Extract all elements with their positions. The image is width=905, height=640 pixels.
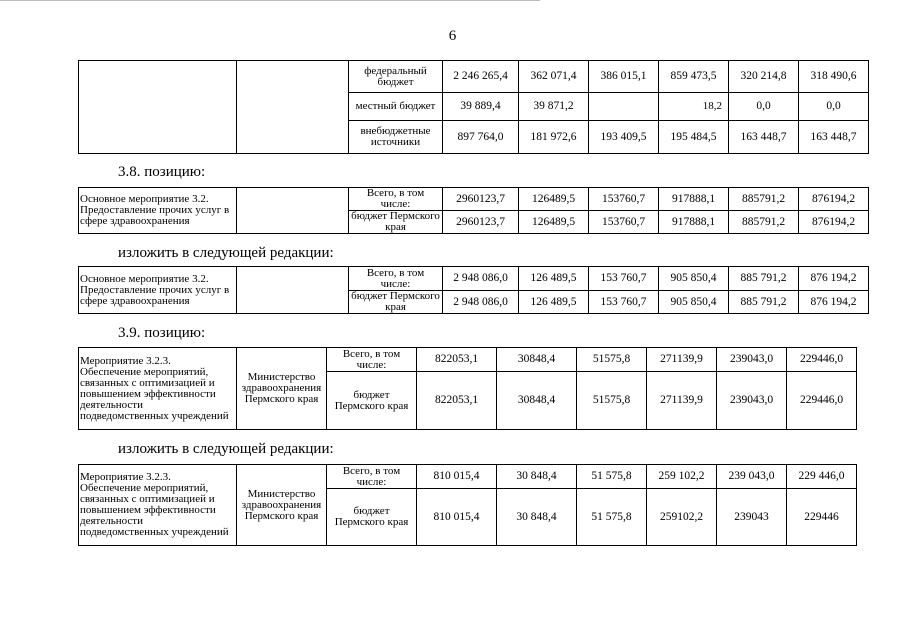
value-cell: 885 791,2: [729, 267, 799, 291]
row-label: Всего, в том числе:: [327, 465, 417, 489]
row-label: Всего, в том числе:: [327, 348, 417, 372]
table-row: [79, 465, 857, 489]
value-cell: 318 490,6: [799, 61, 869, 93]
value-cell: 193 409,5: [589, 121, 659, 154]
empty-responsible-cell: [237, 61, 349, 154]
value-cell: 51 575,8: [577, 489, 647, 546]
value-cell: 885791,2: [729, 211, 799, 234]
value-cell: 229446,0: [787, 372, 857, 430]
value-cell: 39 871,2: [519, 93, 589, 121]
value-cell: 917888,1: [659, 211, 729, 234]
value-cell: 126 489,5: [519, 267, 589, 291]
table-row: [79, 348, 857, 372]
value-cell: 153 760,7: [589, 267, 659, 291]
table-position-3-9-new: [78, 464, 857, 546]
value-cell: 30 848,4: [497, 489, 577, 546]
value-cell: 885791,2: [729, 188, 799, 211]
value-cell: 810 015,4: [417, 489, 497, 546]
value-cell: 259102,2: [647, 489, 717, 546]
value-cell: 2 948 086,0: [443, 291, 519, 314]
table-continuation: [78, 60, 869, 154]
value-cell: 2 948 086,0: [443, 267, 519, 291]
scan-edge: [0, 0, 540, 1]
row-label: бюджет Пермского края: [349, 291, 443, 314]
value-cell: 239043: [717, 489, 787, 546]
activity-name: Основное мероприятие 3.2. Предоставление прочих услуг в сфере здравоохранения: [79, 267, 237, 314]
empty-name-cell: [79, 61, 237, 154]
value-cell: 51575,8: [577, 372, 647, 430]
value-cell: 320 214,8: [729, 61, 799, 93]
value-cell: 39 889,4: [443, 93, 519, 121]
responsible-cell: Министерство здравоохранения Пермского края: [237, 348, 327, 430]
row-label: Всего, в том числе:: [349, 188, 443, 211]
value-cell: 239043,0: [717, 372, 787, 430]
value-cell: 30 848,4: [497, 465, 577, 489]
value-cell: 876 194,2: [799, 267, 869, 291]
value-cell: 126489,5: [519, 211, 589, 234]
value-cell: 153 760,7: [589, 291, 659, 314]
row-label: бюджет Пермского края: [349, 211, 443, 234]
row-label: внебюджетные источники: [349, 121, 443, 154]
value-cell: 876 194,2: [799, 291, 869, 314]
activity-name: Мероприятие 3.2.3. Обеспечение мероприятий, связанных с оптимизацией и повышением эффективности деятельности подведомственных учреждений: [79, 348, 237, 430]
value-cell: 153760,7: [589, 211, 659, 234]
section-heading: изложить в следующей редакции:: [118, 441, 334, 457]
table-row: [79, 188, 869, 211]
value-cell: 239 043,0: [717, 465, 787, 489]
value-cell: 897 764,0: [443, 121, 519, 154]
value-cell: 876194,2: [799, 211, 869, 234]
value-cell: 181 972,6: [519, 121, 589, 154]
value-cell: 0,0: [799, 93, 869, 121]
value-cell: 876194,2: [799, 188, 869, 211]
row-label: бюджет Пермского края: [327, 372, 417, 430]
table-row: [79, 267, 869, 291]
value-cell: 859 473,5: [659, 61, 729, 93]
value-cell: 30848,4: [497, 372, 577, 430]
value-cell: 822053,1: [417, 348, 497, 372]
value-cell: 2960123,7: [443, 188, 519, 211]
row-label: местный бюджет: [349, 93, 443, 121]
value-cell: 126489,5: [519, 188, 589, 211]
responsible-cell: Министерство здравоохранения Пермского края: [237, 465, 327, 546]
value-cell: 362 071,4: [519, 61, 589, 93]
section-heading: 3.8. позицию:: [118, 164, 206, 180]
value-cell: 30848,4: [497, 348, 577, 372]
responsible-cell: [237, 267, 349, 314]
value-cell: 822053,1: [417, 372, 497, 430]
activity-name: Мероприятие 3.2.3. Обеспечение мероприятий, связанных с оптимизацией и повышением эффективности деятельности подведомственных учреждений: [79, 465, 237, 546]
table-position-3-9-old: [78, 347, 857, 430]
value-cell: 195 484,5: [659, 121, 729, 154]
value-cell: 126 489,5: [519, 291, 589, 314]
value-cell: 905 850,4: [659, 267, 729, 291]
value-cell: 386 015,1: [589, 61, 659, 93]
activity-name: Основное мероприятие 3.2. Предоставление прочих услуг в сфере здравоохранения: [79, 188, 237, 234]
value-cell: 51575,8: [577, 348, 647, 372]
value-cell: 885 791,2: [729, 291, 799, 314]
row-label: бюджет Пермского края: [327, 489, 417, 546]
value-cell: 51 575,8: [577, 465, 647, 489]
value-cell: 271139,9: [647, 372, 717, 430]
table-position-3-8-new: [78, 266, 869, 314]
value-cell: 917888,1: [659, 188, 729, 211]
value-cell: 2 246 265,4: [443, 61, 519, 93]
value-cell: [589, 93, 659, 121]
value-cell: 163 448,7: [729, 121, 799, 154]
value-cell: 18,2: [659, 93, 729, 121]
value-cell: 229 446,0: [787, 465, 857, 489]
value-cell: 271139,9: [647, 348, 717, 372]
row-label: федеральный бюджет: [349, 61, 443, 93]
page-number: 6: [448, 28, 457, 44]
value-cell: 0,0: [729, 93, 799, 121]
section-heading: 3.9. позицию:: [118, 325, 206, 341]
value-cell: 239043,0: [717, 348, 787, 372]
value-cell: 810 015,4: [417, 465, 497, 489]
value-cell: 163 448,7: [799, 121, 869, 154]
responsible-cell: [237, 188, 349, 234]
section-heading: изложить в следующей редакции:: [118, 245, 334, 261]
value-cell: 153760,7: [589, 188, 659, 211]
value-cell: 905 850,4: [659, 291, 729, 314]
value-cell: 229446: [787, 489, 857, 546]
table-position-3-8-old: [78, 187, 869, 234]
row-label: Всего, в том числе:: [349, 267, 443, 291]
value-cell: 259 102,2: [647, 465, 717, 489]
value-cell: 2960123,7: [443, 211, 519, 234]
table-row: [79, 61, 869, 93]
value-cell: 229446,0: [787, 348, 857, 372]
